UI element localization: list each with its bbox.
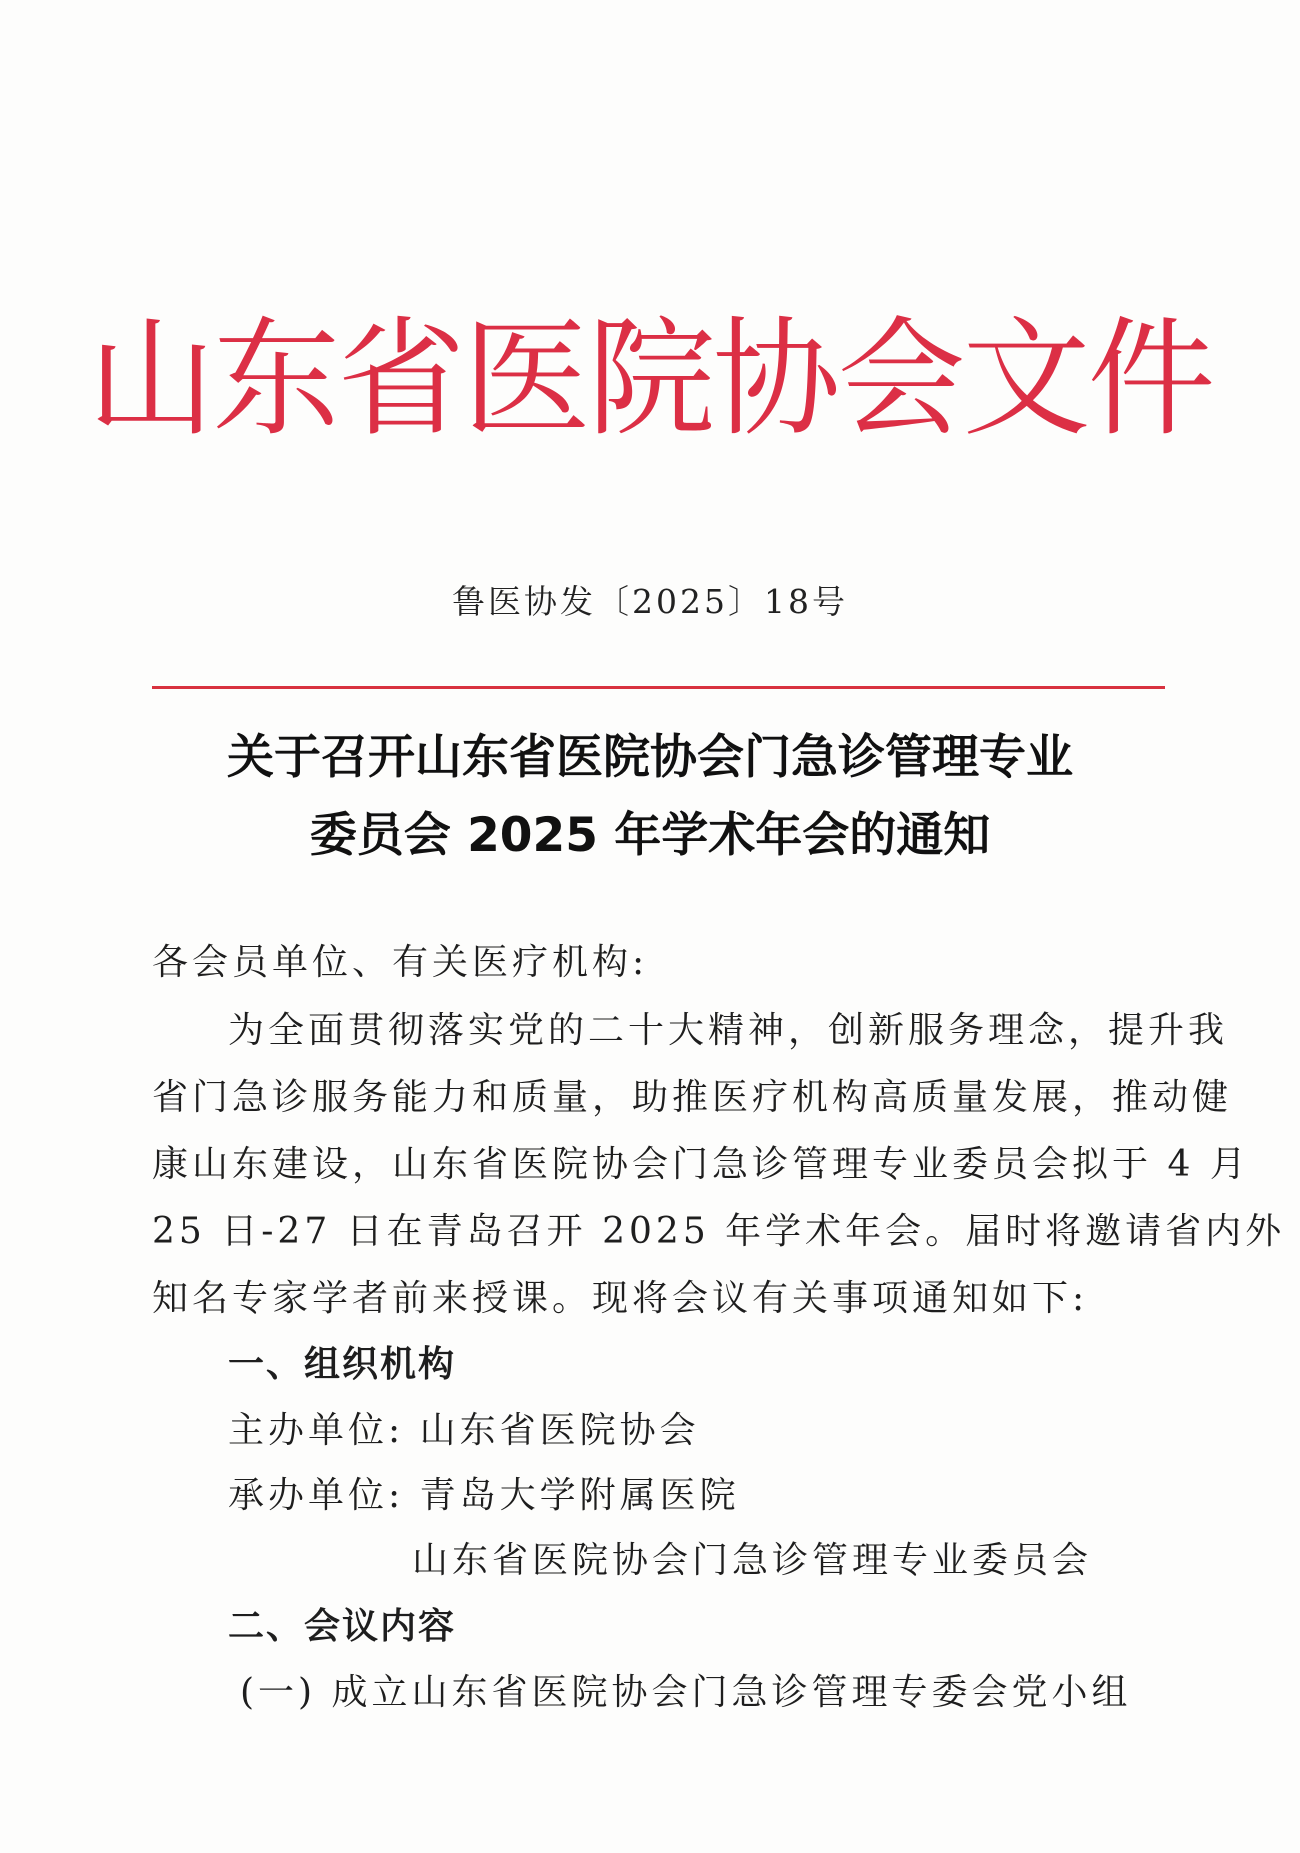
document-number: 鲁医协发〔2025〕18号: [452, 582, 848, 621]
paragraph-line: 知名专家学者前来授课。现将会议有关事项通知如下:: [152, 1278, 1089, 1319]
section-heading-organization: 一、组织机构: [228, 1344, 457, 1385]
paragraph-line: 省门急诊服务能力和质量，助推医疗机构高质量发展，推动健: [152, 1077, 1233, 1118]
notice-title-line-2: 委员会 2025 年学术年会的通知: [309, 808, 991, 863]
paragraph-line: 25 日-27 日在青岛召开 2025 年学术年会。届时将邀请省内外: [152, 1211, 1286, 1252]
masthead-title: 山东省医院协会文件: [87, 305, 1213, 454]
co-organizer-line-2: 山东省医院协会门急诊管理专业委员会: [412, 1540, 1093, 1581]
paragraph-line: 康山东建设，山东省医院协会门急诊管理专业委员会拟于 4 月: [152, 1144, 1250, 1185]
red-divider-line: [152, 686, 1165, 689]
salutation: 各会员单位、有关医疗机构:: [152, 942, 649, 983]
organizer-line: 主办单位: 山东省医院协会: [228, 1410, 700, 1451]
section-heading-content: 二、会议内容: [228, 1606, 457, 1647]
paragraph-line: 为全面贯彻落实党的二十大精神，创新服务理念，提升我: [228, 1010, 1229, 1051]
notice-title-line-1: 关于召开山东省医院协会门急诊管理专业: [227, 730, 1073, 785]
co-organizer-line: 承办单位: 青岛大学附属医院: [228, 1475, 740, 1516]
subsection-line: (一) 成立山东省医院协会门急诊管理专委会党小组: [240, 1672, 1132, 1713]
